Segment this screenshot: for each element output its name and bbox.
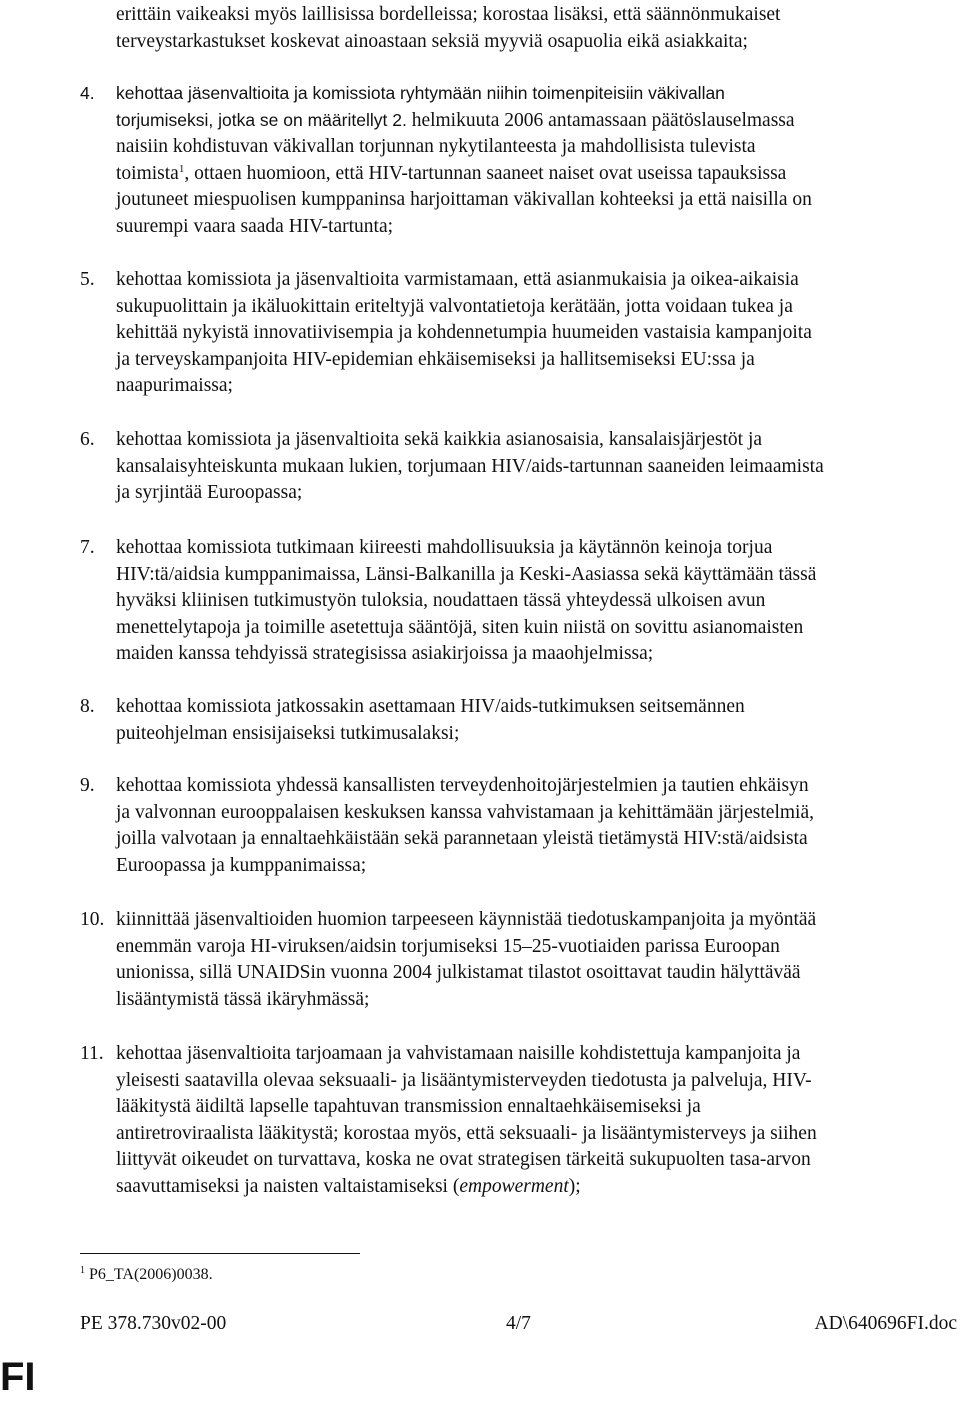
footnote [80,1265,213,1285]
footnote-text: P6_TA(2006)0038. [85,1266,213,1283]
text-line: liittyvät oikeudet on turvattava, koska ne ovat strategisen tärkeitä sukupuolten tasa-arvon [116,1149,811,1170]
language-code: FI [0,1355,36,1399]
item-number: 7. [80,537,95,558]
text-line: joutuneet miespuolisen kumppaninsa harjoittaman väkivallan kohteeksi ja että naisilla on [116,189,812,210]
item-text [116,907,951,1013]
text-line: ja valvonnan eurooppalaisen keskuksen kanssa vahvistamaan ja kehittämään järjestelmiä, [116,801,814,823]
text-line: kehottaa komissiota ja jäsenvaltioita sekä kaikkia asianosaisia, kansalaisjärjestöt ja [116,429,763,450]
item-number: 9. [80,775,95,796]
text-segment: , ottaen huomioon, että HIV-tartunnan saaneet naiset ovat useissa tapauksissa [184,162,787,184]
text-line: kehottaa komissiota ja jäsenvaltioita varmistamaan, että asianmukaisia ja oikea-aikaisia [116,269,799,290]
text-line: suurempi vaara saada HIV-tartunta; [116,215,394,237]
item-number: 11. [80,1043,104,1064]
continuation-paragraph [116,2,916,55]
text-line: kiinnittää jäsenvaltioiden huomion tarpeeseen käynnistää tiedotuskampanjoita ja myöntää [116,909,817,930]
text-segment: ); [568,1175,581,1197]
item-number: 6. [80,429,95,450]
item-text [116,694,951,747]
text-line: HIV:tä/aidsia kumppanimaissa, Länsi-Balkanilla ja Keski-Aasiassa sekä käyttämään tässä [116,563,817,585]
text-line: kehottaa jäsenvaltioita ja komissiota ryhtymään niihin toimenpiteisiin väkivallan [116,83,725,103]
text-segment: helmikuuta 2006 antamassaan päätöslauselmassa [406,109,795,131]
text-line: kehittää nykyistä innovatiivisempia ja kohdennetumpia huumeiden vastaisia kampanjoita [116,322,812,343]
text-line: kansalaisyhteiskunta mukaan lukien, torjumaan HIV/aids-tartunnan saaneiden leimaamista [116,455,824,477]
item-text [116,267,951,400]
text-line: naapurimaissa; [116,375,233,396]
text-segment: saavuttamiseksi ja naisten valtaistamiseksi ( [116,1175,460,1197]
text-line: antiretroviraalista lääkitystä; korostaa myös, että seksuaali- ja lisääntymisterveys ja siihen [116,1122,817,1144]
item-number: 5. [80,269,95,290]
text-line: kehottaa komissiota tutkimaan kiireesti mahdollisuuksia ja käytännön keinoja torjua [116,537,773,558]
footnote-separator [80,1253,360,1254]
text-line: Euroopassa ja kumppanimaissa; [116,854,367,876]
text-line: maiden kanssa tehdyissä strategisissa asiakirjoissa ja maaohjelmissa; [116,643,654,664]
footer-document-reference: PE 378.730v02-00 [80,1313,227,1334]
item-number: 4. [80,83,95,103]
text-line: terveystarkastukset koskevat ainoastaan seksiä myyviä osapuolia eikä asiakkaita; [116,30,748,52]
item-text [116,1041,951,1200]
item-number: 10. [80,909,105,930]
text-line: kehottaa komissiota jatkossakin asettamaan HIV/aids-tutkimuksen seitsemännen [116,696,745,717]
text-line: menettelytapoja ja toimille asetettuja sääntöjä, siten kuin niistä on sovittu asianomaisten [116,616,804,638]
text-line: ja terveyskampanjoita HIV-epidemian ehkäisemiseksi ja hallitsemiseksi EU:ssa ja [116,348,755,370]
text-line: yleisesti saatavilla olevaa seksuaali- ja lisääntymisterveyden tiedotusta ja palveluja, HIV- [116,1069,812,1091]
item-text [116,427,951,507]
text-line: joilla valvotaan ja ennaltaehkäistään sekä parannetaan yleistä tietämystä HIV:stä/aidsista [116,828,808,849]
item-text [116,773,951,879]
text-line: sukupuolittain ja ikäluokittain eriteltyjä valvontatietoja kerätään, jotta voidaan tukea ja [116,295,793,317]
footnote-reference: 1 [178,162,185,175]
text-line: puiteohjelman ensisijaiseksi tutkimusalaksi; [116,722,460,744]
text-segment: toimista [116,162,179,184]
footer-file-name: AD\640696FI.doc [814,1313,957,1334]
text-line: lääkitystä äidiltä lapselle tapahtuvan transmission ennaltaehkäisemiseksi ja [116,1096,701,1117]
footer-page-number: 4/7 [506,1313,531,1334]
footnote-mark: 1 [80,1265,85,1276]
text-line: naisiin kohdistuvan väkivallan torjunnan nykytilanteesta ja mahdollisista tulevista [116,136,756,157]
item-text [116,80,951,240]
emphasis-term: empowerment [459,1175,569,1197]
text-line: hyväksi kliinisen tutkimustyön tuloksia, noudattaen tässä yhteydessä ulkoisen avun [116,590,766,611]
text-line: kehottaa komissiota yhdessä kansallisten terveydenhoitojärjestelmien ja tautien ehkäisyn [116,775,809,796]
text-line: ja syrjintää Euroopassa; [116,482,303,503]
text-line: erittäin vaikeaksi myös laillisissa bordelleissa; korostaa lisäksi, että säännönmukaiset [116,4,781,25]
text-line: lisääntymistä tässä ikäryhmässä; [116,988,370,1010]
text-segment: torjumiseksi, jotka se on määritellyt 2. [116,109,407,130]
item-number: 8. [80,696,95,717]
item-text [116,535,951,668]
text-line: kehottaa jäsenvaltioita tarjoamaan ja vahvistamaan naisille kohdistettuja kampanjoita ja [116,1043,801,1064]
text-line: unionissa, sillä UNAIDSin vuonna 2004 julkistamat tilastot osoittavat taudin hälyttävää [116,962,801,983]
text-line: enemmän varoja HI-viruksen/aidsin torjumiseksi 15–25-vuotiaiden parissa Euroopan [116,935,780,957]
